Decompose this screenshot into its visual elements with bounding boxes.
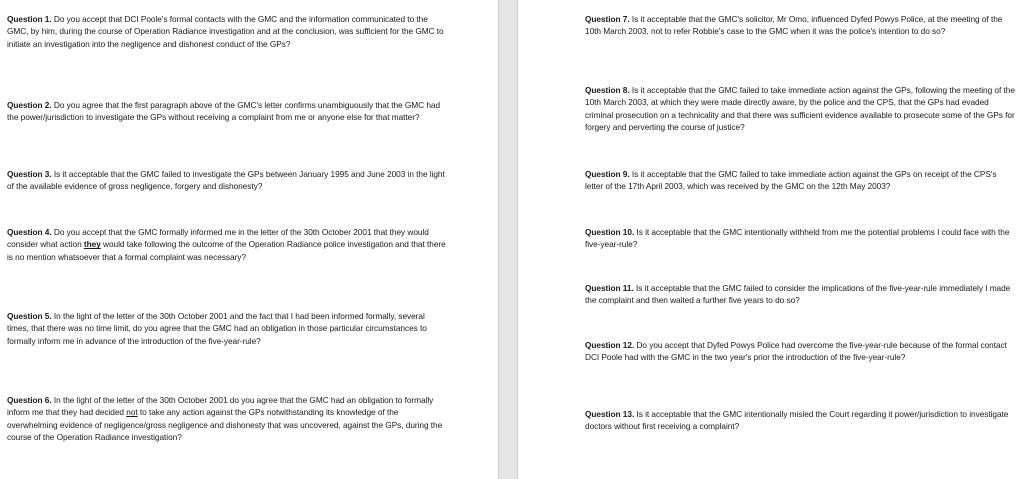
question-6-text-b: to take any action against the GPs notwithstanding its knowledge of the overwhelming evidence of negligence/gross negligence and dishonesty that was uncovered, against the GPs, during the course of the Operation Radiance investigation? bbox=[7, 407, 443, 442]
question-4-text-b: would take following the outcome of the Operation Radiance police investigation and that there is no mention whatsoever that a formal complaint was necessary? bbox=[7, 239, 446, 262]
question-4-label: Question 4. bbox=[7, 227, 52, 237]
question-6-underlined-word: not bbox=[126, 407, 138, 418]
question-9-label: Question 9. bbox=[585, 169, 630, 179]
question-2 bbox=[7, 99, 447, 124]
question-1-text: Do you accept that DCI Poole's formal contacts with the GMC and the information communicated to the GMC, by him, during the course of Operation Radiance investigation and at the conclusion, was sufficient for the GMC to initiate an investigation into the negligence and dishonest conduct of the GPs? bbox=[7, 14, 444, 49]
question-2-text: Do you agree that the first paragraph above of the GMC's letter confirms unambiguously that the GMC had the power/jurisdiction to investigate the GPs without receiving a complaint from me or anyone else for that matter? bbox=[7, 100, 441, 123]
question-7-text: Is it acceptable that the GMC's solicitor, Mr Omo, influenced Dyfed Powys Police, at the meeting of the 10th March 2003, not to refer Robbie's case to the GMC when it was the police's intention to do so? bbox=[585, 14, 1003, 37]
question-10 bbox=[585, 226, 1015, 251]
question-2-label: Question 2. bbox=[7, 100, 52, 110]
question-6-text-a: In the light of the letter of the 30th October 2001 do you agree that the GMC had an obligation to formally inform me that they had decided bbox=[7, 395, 434, 418]
left-document-page bbox=[0, 0, 498, 479]
question-3 bbox=[7, 168, 447, 193]
question-7-label: Question 7. bbox=[585, 14, 630, 24]
question-5 bbox=[7, 310, 447, 347]
right-document-page bbox=[518, 0, 1024, 479]
question-4 bbox=[7, 226, 447, 263]
question-5-label: Question 5. bbox=[7, 311, 52, 321]
page-gutter bbox=[498, 0, 518, 479]
question-1-label: Question 1. bbox=[7, 14, 52, 24]
question-5-text: In the light of the letter of the 30th October 2001 and the fact that I had been informed formally, several times, that there was no time limit, do you agree that the GMC had an obligation in those particular circumstances to formally inform me in advance of the introduction of the five-year-rule? bbox=[7, 311, 427, 346]
question-10-label: Question 10. bbox=[585, 227, 635, 237]
question-11-label: Question 11. bbox=[585, 283, 634, 293]
question-9 bbox=[585, 168, 1015, 193]
question-4-underlined-word: they bbox=[83, 239, 101, 250]
question-6 bbox=[7, 394, 447, 443]
question-4-text-a: Do you accept that the GMC formally informed me in the letter of the 30th October 2001 that they would consider what action bbox=[7, 227, 429, 250]
question-8 bbox=[585, 84, 1015, 133]
question-12-text: Do you accept that Dyfed Powys Police had overcome the five-year-rule because of the formal contact DCI Poole had with the GMC in the two year's prior the introduction of the five-year-rule? bbox=[585, 340, 1007, 363]
question-1 bbox=[7, 13, 447, 50]
question-9-text: Is it acceptable that the GMC failed to take immediate action against the GPs on receipt of the CPS's letter of the 17th April 2003, which was received by the GMC on the 12th May 2003? bbox=[585, 169, 997, 192]
question-13 bbox=[585, 408, 1015, 433]
question-6-label: Question 6. bbox=[7, 395, 52, 405]
question-12 bbox=[585, 339, 1015, 364]
question-10-text: Is it acceptable that the GMC intentionally withheld from me the potential problems I could face with the five-year-rule? bbox=[585, 227, 1010, 250]
question-12-label: Question 12. bbox=[585, 340, 635, 350]
question-8-label: Question 8. bbox=[585, 85, 630, 95]
question-13-label: Question 13. bbox=[585, 409, 635, 419]
question-3-text: Is it acceptable that the GMC failed to investigate the GPs between January 1995 and June 2003 in the light of the available evidence of gross negligence, forgery and dishonesty? bbox=[7, 169, 445, 192]
question-11 bbox=[585, 282, 1015, 307]
question-7 bbox=[585, 13, 1015, 38]
question-8-text: Is it acceptable that the GMC failed to take immediate action against the GPs, following the meeting of the 10th March 2003, at which they were made directly aware, by the police and the CPS, that the GPs had evaded criminal prosecution on a technicality and that there was sufficient evidence available to prosecute some of the GPs for forgery and perverting the course of justice? bbox=[585, 85, 1015, 132]
question-13-text: Is it acceptable that the GMC intentionally misled the Court regarding it power/jurisdiction to investigate doctors without first receiving a complaint? bbox=[585, 409, 1009, 432]
question-11-text: Is it acceptable that the GMC failed to consider the implications of the five-year-rule immediately I made the complaint and then waited a further five years to do so? bbox=[585, 283, 1011, 306]
question-3-label: Question 3. bbox=[7, 169, 52, 179]
